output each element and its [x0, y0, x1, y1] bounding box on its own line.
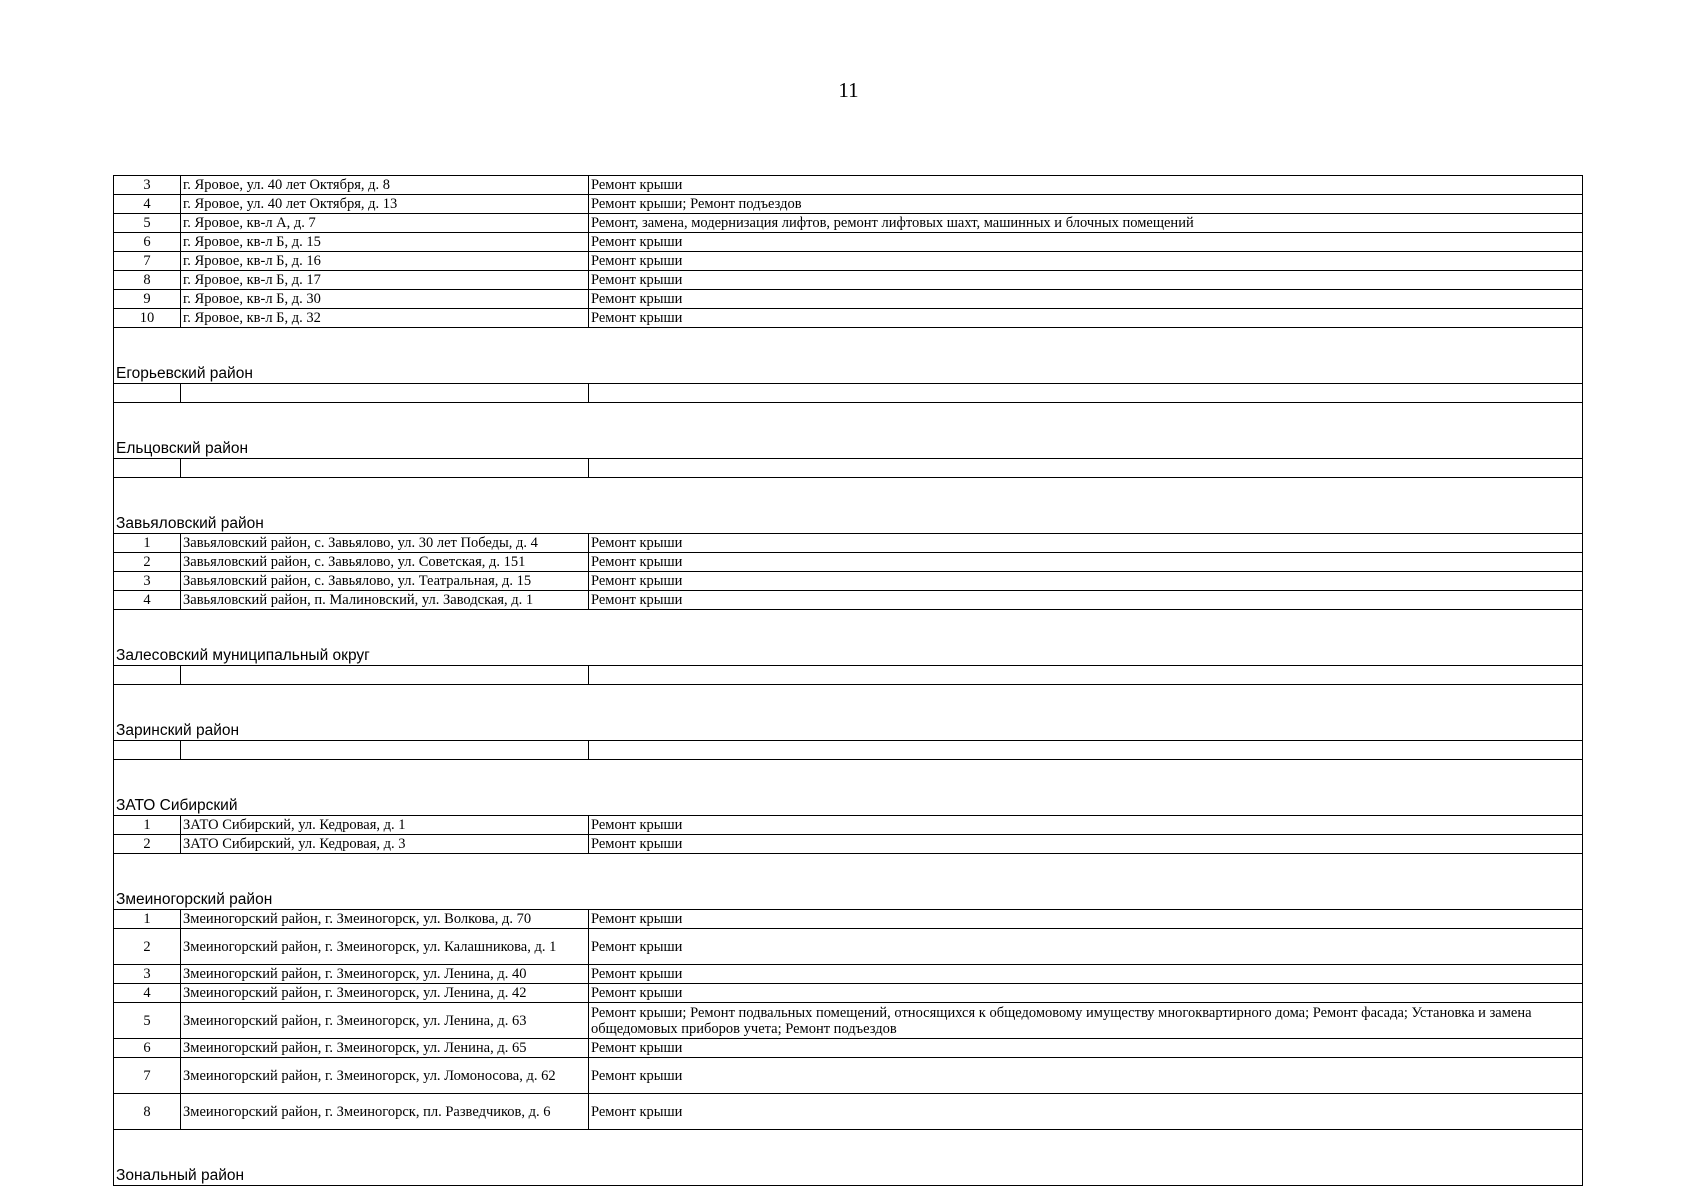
empty-row: [114, 459, 1583, 478]
table-row: [114, 309, 1583, 328]
row-work-type: Ремонт крыши: [589, 233, 1583, 252]
district-row: [114, 794, 1583, 816]
row-number: 6: [114, 233, 181, 252]
empty-row: [114, 666, 1583, 685]
table-row: [114, 929, 1583, 965]
page-number: 11: [838, 78, 859, 102]
table-row: [114, 910, 1583, 929]
row-address: ЗАТО Сибирский, ул. Кедровая, д. 3: [181, 835, 589, 854]
row-work-type: Ремонт крыши; Ремонт подъездов: [589, 195, 1583, 214]
row-work-type: Ремонт крыши: [589, 984, 1583, 1003]
row-work-type: Ремонт крыши: [589, 534, 1583, 553]
gap-cell: [114, 854, 1583, 889]
table-row: [114, 591, 1583, 610]
section-gap: [114, 403, 1583, 438]
row-number: 3: [114, 965, 181, 984]
row-work-type: Ремонт крыши: [589, 965, 1583, 984]
row-address: г. Яровое, кв-л Б, д. 32: [181, 309, 589, 328]
row-work-type: Ремонт крыши: [589, 910, 1583, 929]
row-number: 8: [114, 271, 181, 290]
table-row: [114, 835, 1583, 854]
district-row: [114, 1164, 1583, 1186]
row-address: Завьяловский район, с. Завьялово, ул. Театральная, д. 15: [181, 572, 589, 591]
row-number: 3: [114, 176, 181, 195]
table-row: [114, 233, 1583, 252]
row-number: 5: [114, 1003, 181, 1039]
district-name: Зональный район: [114, 1164, 1583, 1186]
empty-cell-work: [589, 384, 1583, 403]
row-work-type: Ремонт крыши: [589, 591, 1583, 610]
row-work-type: Ремонт крыши: [589, 572, 1583, 591]
row-address: Змеиногорский район, г. Змеиногорск, ул. Ленина, д. 40: [181, 965, 589, 984]
row-work-type: Ремонт крыши: [589, 176, 1583, 195]
district-name: Заринский район: [114, 719, 1583, 741]
table-row: [114, 252, 1583, 271]
empty-cell-addr: [181, 741, 589, 760]
row-work-type: Ремонт крыши: [589, 309, 1583, 328]
empty-cell-addr: [181, 666, 589, 685]
row-address: Змеиногорский район, г. Змеиногорск, пл. Разведчиков, д. 6: [181, 1094, 589, 1130]
row-number: 10: [114, 309, 181, 328]
row-work-type: Ремонт крыши: [589, 252, 1583, 271]
row-number: 7: [114, 252, 181, 271]
district-row: [114, 437, 1583, 459]
district-name: Змеиногорский район: [114, 888, 1583, 910]
district-name: Егорьевский район: [114, 362, 1583, 384]
section-gap: [114, 1130, 1583, 1165]
table-body: [114, 176, 1583, 1186]
empty-cell-num: [114, 741, 181, 760]
row-work-type: Ремонт крыши: [589, 835, 1583, 854]
table-row: [114, 214, 1583, 233]
row-number: 2: [114, 553, 181, 572]
section-gap: [114, 610, 1583, 645]
section-gap: [114, 328, 1583, 363]
section-gap: [114, 760, 1583, 795]
row-work-type: Ремонт крыши: [589, 290, 1583, 309]
row-number: 1: [114, 910, 181, 929]
row-work-type: Ремонт крыши: [589, 929, 1583, 965]
table-row: [114, 1094, 1583, 1130]
table-row: [114, 534, 1583, 553]
empty-cell-num: [114, 666, 181, 685]
empty-cell-addr: [181, 459, 589, 478]
row-address: г. Яровое, кв-л Б, д. 17: [181, 271, 589, 290]
section-gap: [114, 685, 1583, 720]
gap-cell: [114, 478, 1583, 513]
empty-cell-work: [589, 666, 1583, 685]
row-address: г. Яровое, кв-л А, д. 7: [181, 214, 589, 233]
row-number: 1: [114, 816, 181, 835]
empty-cell-work: [589, 741, 1583, 760]
row-address: Змеиногорский район, г. Змеиногорск, ул. Калашникова, д. 1: [181, 929, 589, 965]
table-row: [114, 965, 1583, 984]
gap-cell: [114, 1130, 1583, 1165]
row-number: 1: [114, 534, 181, 553]
empty-cell-addr: [181, 384, 589, 403]
table-row: [114, 1058, 1583, 1094]
table-row: [114, 271, 1583, 290]
empty-cell-num: [114, 384, 181, 403]
empty-cell-num: [114, 459, 181, 478]
row-number: 2: [114, 835, 181, 854]
row-address: г. Яровое, ул. 40 лет Октября, д. 8: [181, 176, 589, 195]
repair-register-table: [113, 175, 1583, 1186]
row-number: 4: [114, 984, 181, 1003]
row-address: г. Яровое, кв-л Б, д. 30: [181, 290, 589, 309]
row-address: Змеиногорский район, г. Змеиногорск, ул. Ломоносова, д. 62: [181, 1058, 589, 1094]
row-address: Завьяловский район, с. Завьялово, ул. Советская, д. 151: [181, 553, 589, 572]
table-row: [114, 1039, 1583, 1058]
row-work-type: Ремонт крыши: [589, 1058, 1583, 1094]
table-row: [114, 984, 1583, 1003]
gap-cell: [114, 403, 1583, 438]
district-row: [114, 512, 1583, 534]
row-number: 4: [114, 195, 181, 214]
section-gap: [114, 854, 1583, 889]
district-name: ЗАТО Сибирский: [114, 794, 1583, 816]
row-address: Змеиногорский район, г. Змеиногорск, ул. Ленина, д. 65: [181, 1039, 589, 1058]
row-number: 3: [114, 572, 181, 591]
row-work-type: Ремонт, замена, модернизация лифтов, ремонт лифтовых шахт, машинных и блочных помещений: [589, 214, 1583, 233]
table-row: [114, 572, 1583, 591]
row-address: Завьяловский район, с. Завьялово, ул. 30 лет Победы, д. 4: [181, 534, 589, 553]
row-work-type: Ремонт крыши: [589, 271, 1583, 290]
gap-cell: [114, 760, 1583, 795]
row-work-type: Ремонт крыши: [589, 1094, 1583, 1130]
row-address: Змеиногорский район, г. Змеиногорск, ул. Ленина, д. 63: [181, 1003, 589, 1039]
district-name: Залесовский муниципальный округ: [114, 644, 1583, 666]
district-row: [114, 719, 1583, 741]
empty-row: [114, 384, 1583, 403]
row-address: Змеиногорский район, г. Змеиногорск, ул. Ленина, д. 42: [181, 984, 589, 1003]
district-row: [114, 888, 1583, 910]
gap-cell: [114, 685, 1583, 720]
table-row: [114, 553, 1583, 572]
row-address: Змеиногорский район, г. Змеиногорск, ул. Волкова, д. 70: [181, 910, 589, 929]
row-address: ЗАТО Сибирский, ул. Кедровая, д. 1: [181, 816, 589, 835]
district-name: Ельцовский район: [114, 437, 1583, 459]
row-number: 9: [114, 290, 181, 309]
table-row: [114, 195, 1583, 214]
table-row: [114, 816, 1583, 835]
gap-cell: [114, 328, 1583, 363]
table-row: [114, 1003, 1583, 1039]
row-number: 7: [114, 1058, 181, 1094]
row-number: 5: [114, 214, 181, 233]
row-number: 2: [114, 929, 181, 965]
empty-cell-work: [589, 459, 1583, 478]
table-row: [114, 176, 1583, 195]
row-work-type: Ремонт крыши: [589, 816, 1583, 835]
row-work-type: Ремонт крыши: [589, 1039, 1583, 1058]
row-number: 4: [114, 591, 181, 610]
district-row: [114, 362, 1583, 384]
district-name: Завьяловский район: [114, 512, 1583, 534]
row-work-type: Ремонт крыши: [589, 553, 1583, 572]
row-address: г. Яровое, кв-л Б, д. 15: [181, 233, 589, 252]
table-row: [114, 290, 1583, 309]
row-number: 8: [114, 1094, 181, 1130]
gap-cell: [114, 610, 1583, 645]
empty-row: [114, 741, 1583, 760]
row-work-type: Ремонт крыши; Ремонт подвальных помещений, относящихся к общедомовому имуществу многоквартирного дома; Ремонт фасада; Установка и замена общедомовых приборов учета; Ремонт подъездов: [589, 1003, 1583, 1039]
row-number: 6: [114, 1039, 181, 1058]
row-address: г. Яровое, кв-л Б, д. 16: [181, 252, 589, 271]
district-row: [114, 644, 1583, 666]
section-gap: [114, 478, 1583, 513]
row-address: г. Яровое, ул. 40 лет Октября, д. 13: [181, 195, 589, 214]
row-address: Завьяловский район, п. Малиновский, ул. Заводская, д. 1: [181, 591, 589, 610]
